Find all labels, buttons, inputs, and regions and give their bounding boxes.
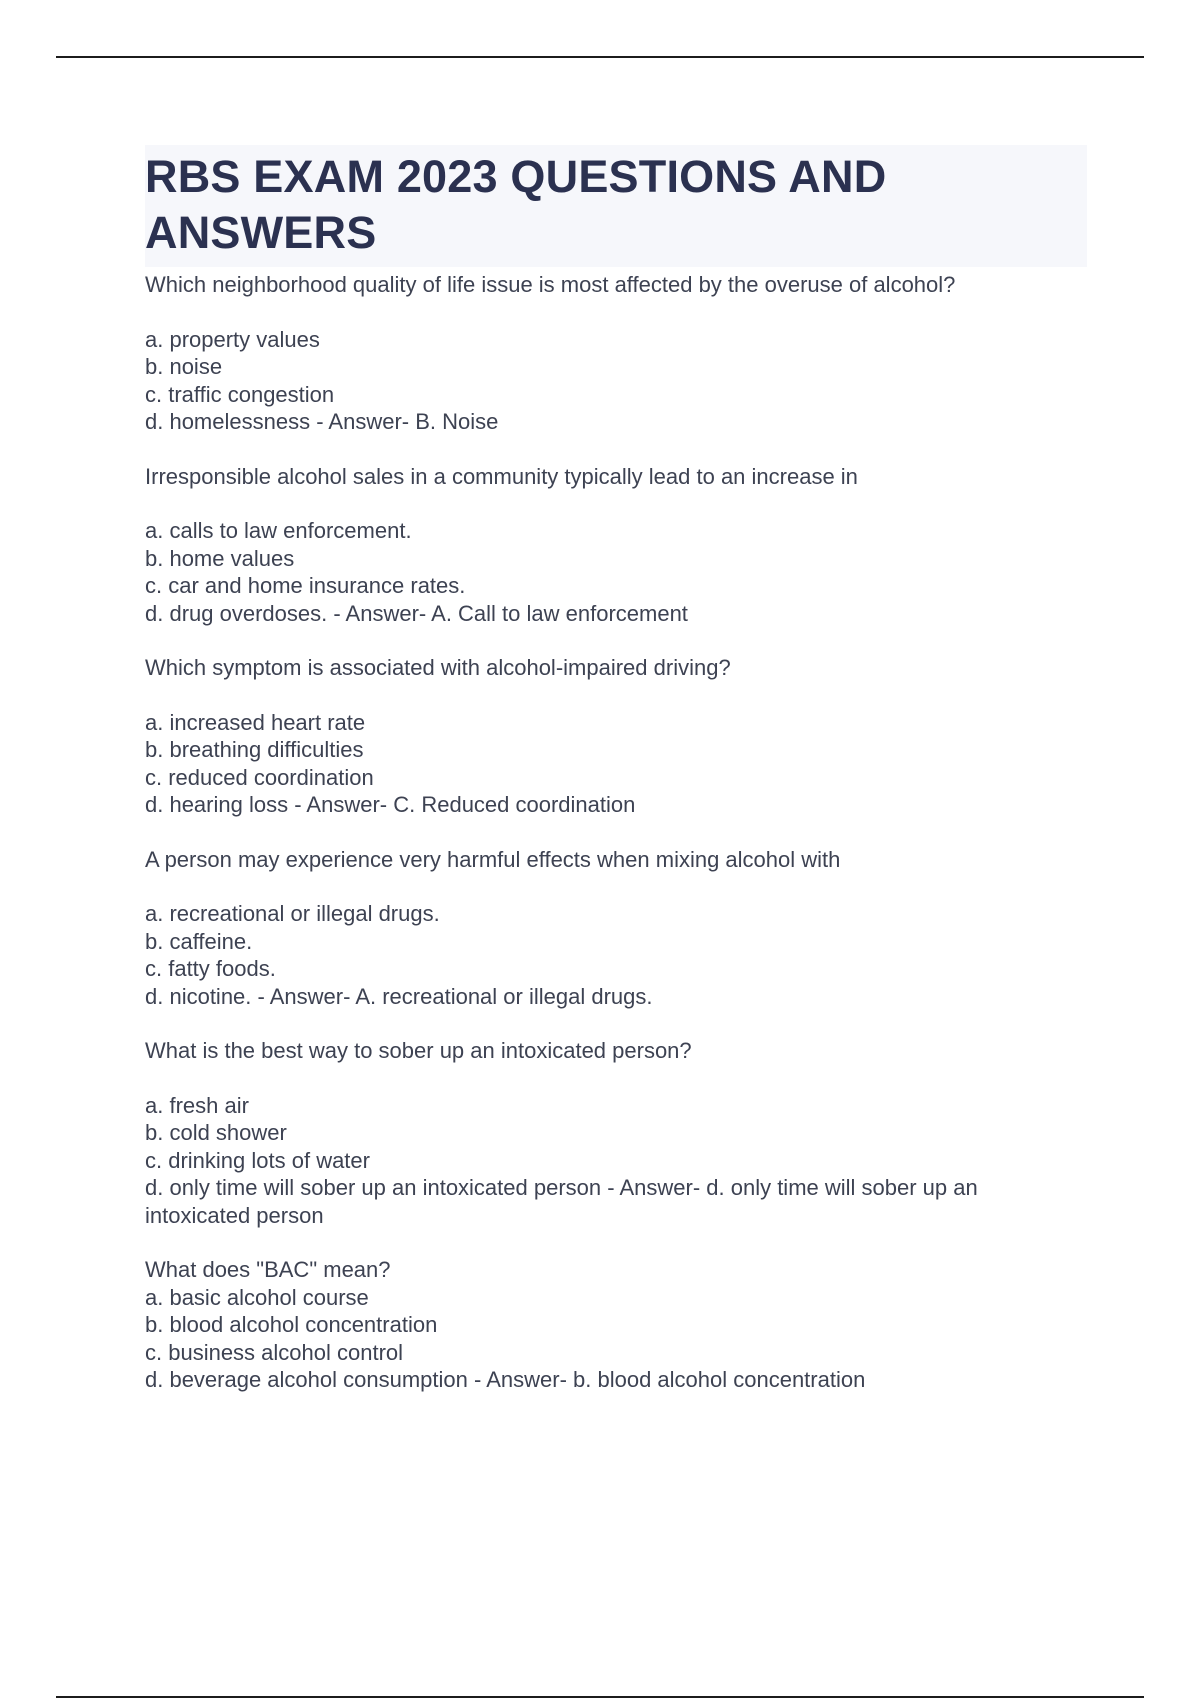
option-b: b. noise [145, 354, 223, 379]
option-b: b. caffeine. [145, 928, 253, 954]
option-d-with-answer: d. hearing loss - Answer- C. Reduced coordination [145, 792, 636, 817]
top-divider [56, 56, 1144, 58]
option-d-with-answer: d. homelessness - Answer- B. Noise [145, 409, 499, 434]
option-d-with-answer: d. beverage alcohol consumption - Answer- b. blood alcohol concentration [145, 1367, 866, 1392]
option-a: a. basic alcohol course [145, 1284, 369, 1310]
option-a: a. property values [145, 326, 320, 352]
option-a: a. fresh air [145, 1092, 249, 1118]
question-text: Which neighborhood quality of life issue is most affected by the overuse of alcohol? [145, 272, 956, 297]
qa-item [145, 1256, 1087, 1394]
option-b: b. blood alcohol concentration [145, 1312, 438, 1337]
options-list [145, 326, 1087, 436]
question-text: What is the best way to sober up an intoxicated person? [145, 1038, 692, 1063]
option-a: a. increased heart rate [145, 709, 366, 735]
option-b: b. breathing difficulties [145, 737, 364, 762]
qa-item [145, 463, 1087, 628]
option-d-with-answer: d. nicotine. - Answer- A. recreational or illegal drugs. [145, 983, 653, 1009]
options-list [145, 517, 1087, 627]
option-a: a. calls to law enforcement. [145, 518, 412, 543]
options-list [145, 1092, 1087, 1230]
question-text: Which symptom is associated with alcohol-impaired driving? [145, 655, 731, 680]
option-b: b. cold shower [145, 1120, 287, 1145]
qa-item [145, 1037, 1087, 1229]
option-d-with-answer: d. drug overdoses. - Answer- A. Call to law enforcement [145, 600, 688, 626]
options-list [145, 1284, 1087, 1394]
question-text: Irresponsible alcohol sales in a community typically lead to an increase in [145, 463, 858, 489]
document-body [145, 145, 1087, 1394]
options-list [145, 709, 1087, 819]
option-c: c. business alcohol control [145, 1339, 404, 1365]
document-title: RBS EXAM 2023 QUESTIONS AND ANSWERS [145, 151, 887, 258]
qa-item [145, 271, 1087, 436]
option-c: c. traffic congestion [145, 381, 335, 407]
qa-item [145, 846, 1087, 1011]
options-list [145, 900, 1087, 1010]
title-block [145, 145, 1087, 267]
option-c: c. fatty foods. [145, 956, 276, 981]
option-d-with-answer: d. only time will sober up an intoxicated person - Answer- d. only time will sober up an intoxicated person [145, 1175, 978, 1228]
question-text: A person may experience very harmful effects when mixing alcohol with [145, 846, 841, 872]
option-c: c. car and home insurance rates. [145, 573, 466, 598]
option-b: b. home values [145, 545, 295, 571]
option-a: a. recreational or illegal drugs. [145, 901, 440, 926]
bottom-divider [56, 1696, 1144, 1698]
qa-item [145, 654, 1087, 819]
option-c: c. reduced coordination [145, 764, 374, 790]
option-c: c. drinking lots of water [145, 1147, 370, 1173]
question-text: What does "BAC" mean? [145, 1257, 391, 1282]
